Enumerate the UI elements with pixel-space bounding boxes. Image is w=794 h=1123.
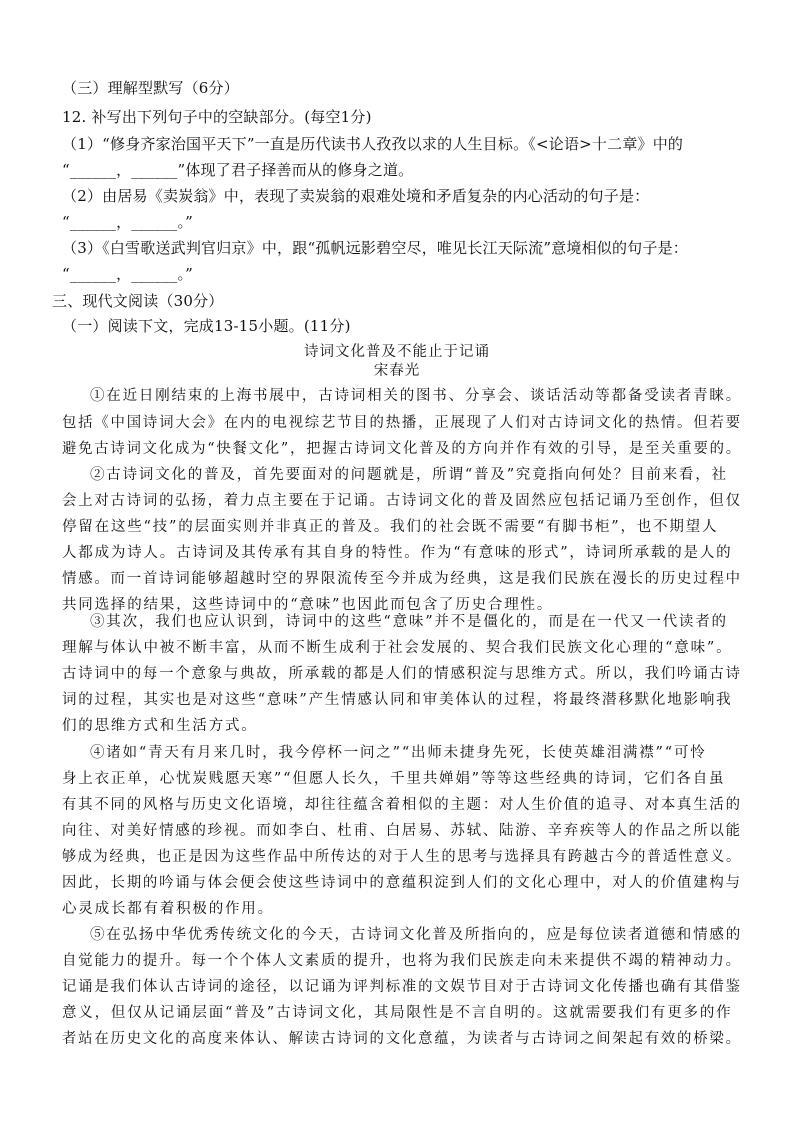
article-line: 自觉能力的提升。每一个个体人文素质的提升，也将为我们民族走向未来提供不竭的精神动力。 xyxy=(62,953,742,969)
article-line: 共同选择的结果，这些诗词中的“意味”也因此而包含了历史合理性。 xyxy=(62,597,554,613)
article-author: 宋春光 xyxy=(373,363,421,379)
article-line: 停留在这些“技”的层面实则并非真正的普及。我们的社会既不需要“有脚书柜”，也不期望人 xyxy=(62,519,719,535)
article-line: 情感。而一首诗词能够超越时空的界限流传至今并成为经典，这是我们民族在漫长的历史过程中 xyxy=(62,571,742,587)
article-line: 向往、对美好情感的珍视。而如李白、杜甫、白居易、苏轼、陆游、辛弃疾等人的作品之所以能 xyxy=(62,823,742,839)
question-12-2-line1: （2）由居易《卖炭翁》中，表现了卖炭翁的艰难处境和矛盾复杂的内心活动的句子是： xyxy=(62,187,650,205)
article-line: 会上对古诗词的弘扬，着力点主要在于记诵。古诗词文化的普及固然应包括记诵乃至创作，但仅 xyxy=(62,493,742,509)
question-12-2-line2: “______，______。” xyxy=(62,213,194,231)
article-line: ⑤在弘扬中华优秀传统文化的今天，古诗词文化普及所指向的，应是每位读者道德和情感的 xyxy=(90,927,742,943)
article-line: 记诵是我们体认古诗词的途径，以记诵为评判标准的文娱节目对于古诗词文化传播也确有其借鉴 xyxy=(62,979,742,995)
article-line: ④诸如“青天有月来几时，我今停杯一问之”“出师未捷身先死，长使英雄泪满襟”“可怜 xyxy=(90,745,707,761)
article-line: 意义，但仅从记诵层面“普及”古诗词文化，其局限性是不言自明的。这就需要我们有更多的作 xyxy=(62,1005,733,1021)
article-line: 人都成为诗人。古诗词及其传承有其自身的特性。作为“有意味的形式”，诗词所承载的是人的 xyxy=(62,545,733,561)
question-12-3-line1: （3）《白雪歌送武判官归京》中，跟“孤帆远影碧空尽，唯见长江天际流”意境相似的句子是： xyxy=(62,239,688,257)
section-heading: （三）理解型默写（6分） xyxy=(62,79,239,97)
question-12-1-line1: （1）“修身齐家治国平天下”一直是历代读书人孜孜以求的人生目标。《<论语>十二章》中的 xyxy=(62,135,684,153)
question-12-1-line2: “______，______”体现了君子择善而从的修身之道。 xyxy=(62,161,414,179)
article-line: 够成为经典，也正是因为这些作品中所传达的对于人生的思考与选择具有跨越古今的普适性意义。 xyxy=(62,849,742,865)
article-line: 避免古诗词文化成为“快餐文化”，把握古诗词文化普及的方向并作有效的引导，是至关重要的。 xyxy=(62,441,742,457)
question-12: 12. 补写出下列句子中的空缺部分。(每空1分) xyxy=(62,108,372,126)
sub-heading: （一）阅读下文，完成13-15小题。(11分) xyxy=(62,317,351,335)
article-line: 词的过程，其实也是对这些“意味”产生情感认同和审美体认的过程，将最终潜移默化地影响我 xyxy=(62,692,733,708)
article-line: ①在近日刚结束的上海书展中，古诗词相关的图书、分享会、谈话活动等都备受读者青睐。 xyxy=(90,388,742,404)
article-title: 诗词文化普及不能止于记诵 xyxy=(304,344,490,360)
article-line: 有其不同的风格与历史文化语境，却往往蕴含着相似的主题：对人生价值的追寻、对本真生活的 xyxy=(62,797,742,813)
article-line: 理解与体认中被不断丰富，从而不断生成利于社会发展的、契合我们民族文化心理的“意味”。 xyxy=(62,640,733,656)
question-12-3-line2: “______，______。” xyxy=(62,265,194,283)
article-line: 古诗词中的每一个意象与典故，所承载的都是人们的情感积淀与思维方式。所以，我们吟诵古诗 xyxy=(62,666,742,682)
article-line: 心灵成长都有着积极的作用。 xyxy=(62,901,274,917)
article-line: ②古诗词文化的普及，首先要面对的问题就是，所谓“普及”究竟指向何处？目前来看，社 xyxy=(90,467,728,483)
article-line: 们的思维方式和生活方式。 xyxy=(62,718,258,734)
article-line: 者站在历史文化的高度来体认、解读古诗词的文化意蕴，为读者与古诗词之间架起有效的桥梁。 xyxy=(62,1031,742,1047)
article-line: 包括《中国诗词大会》在内的电视综艺节目的热播，正展现了人们对古诗词文化的热情。但若要 xyxy=(62,415,742,431)
part-heading: 三、现代文阅读（30分） xyxy=(52,292,224,310)
article-line: 因此，长期的吟诵与体会便会使这些诗词中的意蕴积淀到人们的文化心理中，对人的价值建构与 xyxy=(62,875,742,891)
article-line: ③其次，我们也应认识到，诗词中的这些“意味”并不是僵化的，而是在一代又一代读者的 xyxy=(90,614,728,630)
article-line: 身上衣正单，心忧炭贱愿天寒”“但愿人长久，千里共婵娟”等等这些经典的诗词，它们各自虽 xyxy=(62,771,726,787)
